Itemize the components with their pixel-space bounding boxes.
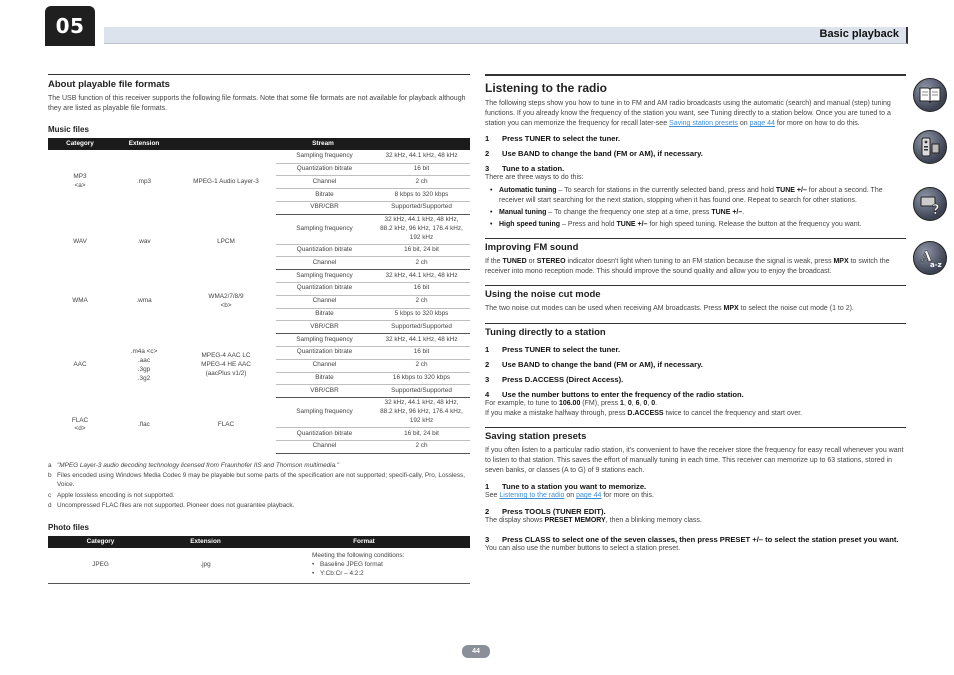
photo-table <box>48 536 470 585</box>
music-param-value: 16 bit <box>373 163 470 176</box>
direct-step-2: 2 Use BAND to change the band (FM or AM), if necessary. <box>485 359 703 369</box>
music-stream: WMA2/7/8/9 <b> <box>208 292 244 309</box>
music-param-name: VBR/CBR <box>276 321 373 334</box>
formats-heading: About playable file formats <box>48 79 170 90</box>
radio-heading: Listening to the radio <box>485 81 607 95</box>
fm-text: If the TUNED or STEREO indicator doesn't light when tuning to an FM station because the signal is weak, press MPX to switch the receiver into mono reception mode. This should improve the sound quality and allow you to enjoy the broadcast. <box>485 258 890 276</box>
direct-step-1: 1 Press TUNER to select the tuner. <box>485 344 621 354</box>
direct-example: For example, to tune to 106.00 (FM), press 1, 0, 6, 0, 0. <box>485 399 658 407</box>
music-stream: MPEG-4 AAC LC MPEG-4 HE AAC (aacPlus v1/2) <box>201 352 251 378</box>
music-extension: .flac <box>138 421 150 428</box>
music-param-value: 2 ch <box>373 257 470 270</box>
music-param-name: Bitrate <box>276 308 373 321</box>
music-files-heading: Music files <box>48 125 89 135</box>
footnote: d Uncompressed FLAC files are not supported. Pioneer does not guarantee playback. <box>48 502 295 510</box>
manual-tuning-item: • Manual tuning – To change the frequency one step at a time, press TUNE +/–. <box>485 208 906 218</box>
music-param-value: 32 kHz, 44.1 kHz, 48 kHz, 88.2 kHz, 96 kHz, 176.4 kHz, 192 kHz <box>373 398 470 428</box>
col-stream: Stream <box>176 138 470 150</box>
music-param-value: 16 bit, 24 bit <box>373 244 470 257</box>
music-param-value: 5 kbps to 320 kbps <box>373 308 470 321</box>
step-2: 2 Use BAND to change the band (FM or AM), if necessary. <box>485 149 703 159</box>
photo-col-format: Format <box>258 536 470 548</box>
presets-step-2-note: The display shows PRESET MEMORY, then a blinking memory class. <box>485 517 702 525</box>
music-category: WMA <box>72 297 88 305</box>
music-param-value: Supported/Supported <box>373 385 470 398</box>
music-param-value: 2 ch <box>373 440 470 453</box>
noise-text: The two noise cut modes can be used when receiving AM broadcasts. Press MPX to select the noise cut mode (1 to 2). <box>485 305 854 313</box>
radio-intro: The following steps show you how to tune in to FM and AM radio broadcasts using the automatic (search) and manual (step) tuning functions. If you already know the frequency of the station you want, see Tuning directly to a station below. Once you are tuned to a station you can memorize the frequency for recall later-see Saving station presets on page 44 for more on how to do this. <box>485 100 891 128</box>
font-size-icon[interactable] <box>913 241 947 275</box>
header-bar <box>104 27 908 44</box>
music-row <box>48 150 470 163</box>
music-param-value: 2 ch <box>373 295 470 308</box>
photo-col-category: Category <box>48 536 153 548</box>
high-speed-tuning-item: • High speed tuning – Press and hold TUNE +/– for high speed tuning. Release the button at the frequency you want. <box>485 220 906 230</box>
music-row <box>48 398 470 428</box>
left-column <box>48 74 470 584</box>
fm-heading: Improving FM sound <box>485 242 579 254</box>
col-extension: Extension <box>112 138 176 150</box>
music-param-name: VBR/CBR <box>276 385 373 398</box>
presets-step-3: 3 Press CLASS to select one of the seven classes, then press PRESET +/– to select the station preset you want. <box>485 534 899 544</box>
music-row <box>48 214 470 244</box>
music-extension: .wav <box>137 237 151 245</box>
step-1: 1 Press TUNER to select the tuner. <box>485 134 621 144</box>
music-param-name: Channel <box>276 176 373 189</box>
music-param-value: 16 bit, 24 bit <box>373 428 470 441</box>
music-param-name: Quantization bitrate <box>276 347 373 360</box>
photo-condition-item: • Baseline JPEG format <box>312 561 468 570</box>
svg-text:a-z: a-z <box>930 261 942 269</box>
music-category: FLAC <d> <box>71 416 89 433</box>
section-title: Basic playback <box>819 28 899 40</box>
music-param-name: VBR/CBR <box>276 201 373 214</box>
music-stream: LPCM <box>217 237 235 245</box>
footnote: c Apple lossless encoding is not supported. <box>48 491 175 499</box>
link-page-44[interactable]: page 44 <box>749 120 775 128</box>
presets-step-1: 1 Tune to a station you want to memorize. <box>485 482 647 492</box>
photo-conditions: Meeting the following conditions: <box>312 552 405 560</box>
ways-text: There are three ways to do this: <box>485 174 584 182</box>
music-param-name: Quantization bitrate <box>276 244 373 257</box>
faq-tools-icon[interactable] <box>913 187 947 221</box>
right-column <box>485 74 906 554</box>
music-param-value: Supported/Supported <box>373 321 470 334</box>
music-param-value: 2 ch <box>373 359 470 372</box>
photo-col-extension: Extension <box>153 536 258 548</box>
music-param-name: Sampling frequency <box>276 214 373 244</box>
music-param-name: Sampling frequency <box>276 334 373 347</box>
formats-intro: The USB function of this receiver supports the following file formats. Note that some file formats are not available for playback although they are listed as playable file formats. <box>48 95 466 113</box>
music-param-name: Sampling frequency <box>276 270 373 283</box>
music-param-name: Quantization bitrate <box>276 428 373 441</box>
music-param-value: 2 ch <box>373 176 470 189</box>
link-page-44-b[interactable]: page 44 <box>576 492 602 500</box>
direct-heading: Tuning directly to a station <box>485 326 606 338</box>
chapter-tab: 05 <box>45 6 95 46</box>
music-category: WAV <box>73 237 87 245</box>
photo-category: JPEG <box>48 548 153 584</box>
music-row <box>48 270 470 283</box>
link-saving-presets[interactable]: Saving station presets <box>669 120 738 128</box>
footnote: a "MPEG Layer-3 audio decoding technology licensed from Fraunhofer IIS and Thomson multimedia." <box>48 461 340 469</box>
manual-book-icon[interactable] <box>913 78 947 112</box>
music-param-value: 16 bit <box>373 283 470 296</box>
presets-heading: Saving station presets <box>485 430 587 442</box>
music-category: MP3 <a> <box>73 173 87 190</box>
music-param-value: 32 kHz, 44.1 kHz, 48 kHz <box>373 334 470 347</box>
music-param-value: 32 kHz, 44.1 kHz, 48 kHz <box>373 150 470 163</box>
music-param-name: Sampling frequency <box>276 150 373 163</box>
music-param-name: Channel <box>276 295 373 308</box>
music-extension: .wma <box>136 297 152 305</box>
automatic-tuning-item: • Automatic tuning – To search for stations in the currently selected band, press and hold TUNE +/– for about a second. The receiver will start searching for the next station, stopping when it has found one. Repeat to search for other stations. <box>485 186 906 206</box>
music-param-name: Channel <box>276 359 373 372</box>
music-extension: .m4a <c> .aac .3gp .3g2 <box>130 347 158 382</box>
music-param-value: 32 kHz, 44.1 kHz, 48 kHz, 88.2 kHz, 96 kHz, 176.4 kHz, 192 kHz <box>373 214 470 244</box>
music-param-value: 16 bit <box>373 347 470 360</box>
music-param-value: Supported/Supported <box>373 201 470 214</box>
presets-intro: If you often listen to a particular radio station, it's convenient to have the receiver store the frequency for easy recall whenever you want to listen to that station. This saves the effort of manually tuning in each time. This receiver can memorize up to 63 stations, stored in seven banks, or classes (A to G) of 9 stations each. <box>485 446 904 475</box>
svg-text:A: A <box>921 249 932 265</box>
music-param-name: Quantization bitrate <box>276 163 373 176</box>
direct-step-4: 4 Use the number buttons to enter the frequency of the radio station. <box>485 389 744 399</box>
presets-step-2: 2 Press TOOLS (TUNER EDIT). <box>485 507 606 517</box>
photo-condition-item: • Y:Cb:Cr – 4:2:2 <box>312 570 468 579</box>
music-param-value: 8 kbps to 320 kbps <box>373 189 470 202</box>
music-extension: .mp3 <box>136 177 152 185</box>
direct-mistake: If you make a mistake halfway through, press D.ACCESS twice to cancel the frequency and start over. <box>485 409 803 417</box>
link-listening-radio[interactable]: Listening to the radio <box>499 492 565 500</box>
noise-heading: Using the noise cut mode <box>485 289 601 301</box>
music-param-name: Quantization bitrate <box>276 283 373 296</box>
page-number: 44 <box>462 645 490 658</box>
music-row <box>48 334 470 347</box>
svg-text:?: ? <box>932 203 940 216</box>
music-param-name: Channel <box>276 440 373 453</box>
presets-step-3-note: You can also use the number buttons to select a station preset. <box>485 544 681 552</box>
music-param-value: 16 kbps to 320 kbps <box>373 372 470 385</box>
footnotes <box>48 462 470 511</box>
presets-step-1-note: See Listening to the radio on page 44 for more on this. <box>485 492 654 500</box>
music-param-name: Bitrate <box>276 372 373 385</box>
photo-files-heading: Photo files <box>48 522 89 532</box>
remote-control-icon[interactable] <box>913 130 947 164</box>
music-param-value: 32 kHz, 44.1 kHz, 48 kHz <box>373 270 470 283</box>
music-param-name: Channel <box>276 257 373 270</box>
music-param-name: Sampling frequency <box>276 398 373 428</box>
photo-extension: .jpg <box>153 548 258 584</box>
music-table <box>48 138 470 453</box>
music-param-name: Bitrate <box>276 189 373 202</box>
music-category: AAC <box>73 361 87 369</box>
col-category: Category <box>48 138 112 150</box>
music-stream: MPEG-1 Audio Layer-3 <box>193 177 259 185</box>
music-stream: FLAC <box>217 421 235 428</box>
footnote: b Files encoded using Windows Media Codec 9 may be playable but some parts of the specification are not supported; specifi-cally, Pro, Lossless, Voice. <box>48 472 466 489</box>
direct-step-3: 3 Press D.ACCESS (Direct Access). <box>485 374 624 384</box>
step-3: 3 Tune to a station. <box>485 164 565 174</box>
